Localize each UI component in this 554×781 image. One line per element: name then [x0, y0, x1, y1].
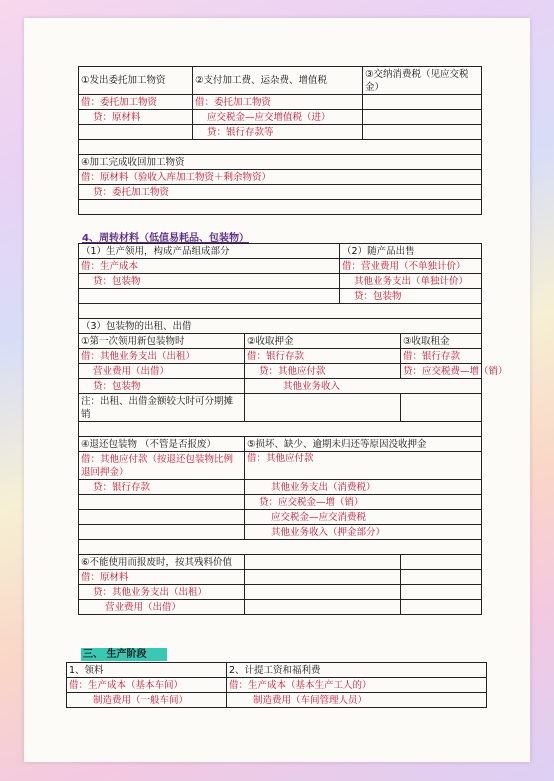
cell-receive-deposit: ②收取押金: [245, 334, 401, 349]
entry-debit: 借：委托加工物资: [79, 95, 193, 110]
entry-debit: 借：生产成本（基本生产工人的）: [227, 678, 487, 693]
cell-issue-materials: ①发出委托加工物资: [79, 67, 193, 95]
entry-credit: 贷：银行存款: [79, 480, 245, 495]
cell-note-amortize: 注：出租、出借金额较大时可分期摊销: [79, 394, 245, 422]
cell-accrue-wages: 2、计提工资和福利费: [227, 663, 487, 678]
entry-credit: 贷：银行存款等: [193, 125, 363, 140]
table-revolving-materials: [78, 243, 508, 615]
entry-debit: 借：原材料（验收入库加工物资＋剩余物资）: [79, 170, 482, 185]
entry-debit-vat: 应交税金—应交增值税（进）: [193, 110, 363, 125]
cell-pay-consumption-tax: ③交纳消费税（见应交税金）: [363, 67, 482, 95]
cell-receive-rent: ③收取租金: [401, 334, 482, 349]
entry-debit-other: 其他业务支出（消费税）: [245, 480, 482, 495]
entry-debit: 借：银行存款: [401, 349, 482, 364]
entry-credit: 贷：原材料: [79, 110, 193, 125]
cell-sold-with-product: （2）随产品出售: [340, 244, 482, 259]
section-heading-revolving-materials: 4、周转材料（低值易耗品、包装物）: [82, 233, 249, 244]
entry-debit: 借：营业费用（不单独计价）: [340, 259, 482, 274]
table-consignment-processing: [78, 66, 482, 215]
entry-credit: 贷：包装物: [79, 379, 245, 394]
entry-debit: 借：委托加工物资: [193, 95, 363, 110]
entry-credit: 贷：其他业务支出（出租）: [79, 585, 245, 600]
entry-debit: 借：原材料: [79, 570, 245, 585]
cell-scrap: ⑥不能使用而报废时，按其残料价值: [79, 555, 245, 570]
entry-credit: 贷：包装物: [340, 289, 482, 304]
cell-pay-processing-fee: ②支付加工费、运杂费、增值税: [193, 67, 363, 95]
entry-debit: 借：生产成本（基本车间）: [67, 678, 227, 693]
entry-debit: 借：生产成本: [79, 259, 340, 274]
entry-credit-other-income: 其他业务收入: [245, 379, 482, 394]
entry-debit-overhead: 制造费用（一般车间）: [67, 693, 227, 708]
entry-debit: 借：其他应付款（按退还包装物比例退回押金）: [79, 452, 245, 480]
cell-material-requisition: 1、领料: [67, 663, 227, 678]
entry-credit: 其他业务收入（押金部分）: [245, 525, 482, 540]
cell-return-packaging: ④退还包装物 （不管是否报废）: [79, 437, 245, 452]
section-heading-production: 三、 生产阶段: [81, 648, 167, 661]
entry-credit: 营业费用（出借）: [79, 600, 245, 615]
entry-credit: 贷：应交税费—增（销）: [401, 364, 482, 379]
entry-debit: 借：其他应付款: [245, 452, 482, 480]
entry-debit: 借：银行存款: [245, 349, 401, 364]
entry-credit: 贷：应交税金—增（销）: [245, 495, 482, 510]
entry-credit: 贷：包装物: [79, 274, 340, 289]
cell-rent-lend: （3）包装物的出租、出借: [79, 319, 482, 334]
entry-debit: 借：其他业务支出（出租）: [79, 349, 245, 364]
entry-debit-overhead: 制造费用（车间管理人员）: [227, 693, 487, 708]
entry-credit: 贷：委托加工物资: [79, 185, 482, 200]
entry-credit: 贷：其他应付款: [245, 364, 401, 379]
cell-production-use: （1）生产领用，构成产品组成部分: [79, 244, 340, 259]
entry-debit-selling: 营业费用（出借）: [79, 364, 245, 379]
cell-processing-complete: ④加工完成收回加工物资: [79, 155, 482, 170]
cell-first-issue: ①第一次领用新包装物时: [79, 334, 245, 349]
entry-credit: 应交税金—应交消费税: [245, 510, 482, 525]
cell-forfeit-deposit: ⑤损坏、缺少、逾期未归还等原因没收押金: [245, 437, 482, 452]
entry-debit-other: 其他业务支出（单独计价）: [340, 274, 482, 289]
table-production-stage: [66, 662, 487, 708]
